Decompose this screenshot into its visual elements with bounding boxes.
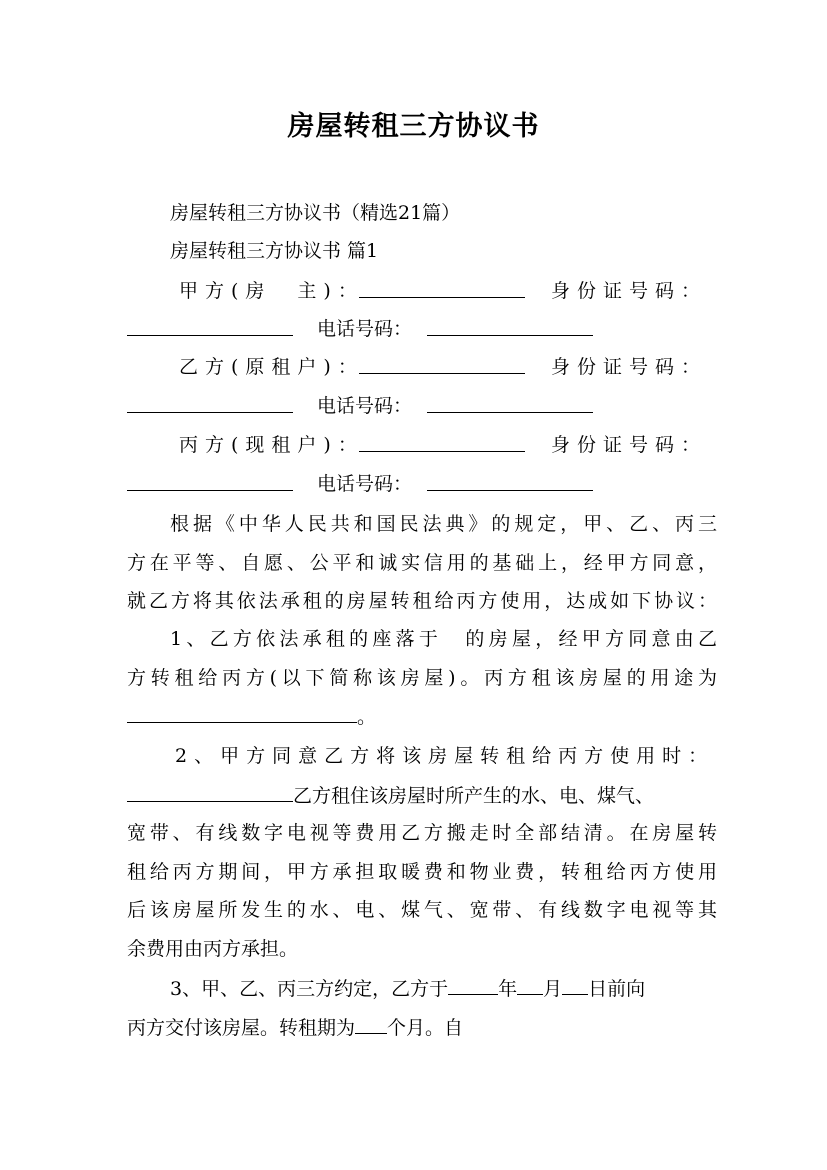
clause-3-year: 年 — [498, 978, 518, 1000]
clause-3-text-c: 个月。自 — [387, 1017, 464, 1039]
clause-2-line-2-text: 乙方租住该房屋时所产生的水、电、煤气、 — [293, 785, 655, 807]
preamble-line-1: 根据《中华人民共和国民法典》的规定，甲、乙、丙三 — [170, 513, 717, 535]
clause-2-line-5: 后该房屋所发生的水、电、煤气、宽带、有线数字电视等其 — [127, 899, 717, 921]
party-c-label: 丙方(现租户)： — [179, 434, 364, 456]
clause-3-line-2 — [127, 1015, 717, 1040]
party-b-name-blank[interactable] — [359, 355, 525, 374]
clause-1-line-1: 1、乙方依法承租的座落于 的房屋，经甲方同意由乙 — [170, 628, 717, 650]
clause-1-line-2: 方转租给丙方(以下简称该房屋)。丙方租该房屋的用途为 — [127, 667, 717, 689]
clause-2-line-1: 2、甲方同意乙方将该房屋转租给丙方使用时： — [175, 745, 715, 767]
clause-3-day: 日前向 — [588, 978, 646, 1000]
clause-3-text-a: 3、甲、乙、丙三方约定，乙方于 — [170, 978, 449, 1000]
party-b-phone-blank[interactable] — [427, 394, 593, 413]
preamble-line-3: 就乙方将其依法承租的房屋转租给丙方使用，达成如下协议： — [127, 590, 717, 612]
party-b-phone-label: 电话号码： — [317, 395, 413, 417]
party-c-id-label: 身份证号码： — [551, 434, 708, 456]
preamble-line-2: 方在平等、自愿、公平和诚实信用的基础上，经甲方同意， — [127, 552, 717, 574]
party-c-name-blank[interactable] — [359, 433, 525, 452]
clause-1-line-3 — [127, 704, 717, 729]
party-c-phone-blank[interactable] — [427, 472, 593, 491]
clause-2-line-2 — [127, 783, 717, 808]
day-blank[interactable] — [562, 976, 588, 995]
clause-3-text-b: 丙方交付该房屋。转租期为 — [127, 1017, 356, 1039]
clause-2-line-4: 租给丙方期间，甲方承担取暖费和物业费，转租给丙方使用 — [127, 861, 717, 883]
party-a-label: 甲方(房 主)： — [179, 280, 364, 302]
party-a-phone-label: 电话号码： — [317, 318, 413, 340]
party-a-phone-blank[interactable] — [427, 317, 593, 336]
transfer-date-blank[interactable] — [127, 783, 293, 802]
party-a-id-blank[interactable] — [127, 317, 293, 336]
party-a-id-label: 身份证号码： — [551, 280, 708, 302]
document-subtitle: 房屋转租三方协议书（精选21篇） — [170, 202, 461, 224]
party-a-name-blank[interactable] — [359, 279, 525, 298]
party-c-id-blank[interactable] — [127, 472, 293, 491]
document-title: 房屋转租三方协议书 — [287, 111, 540, 142]
clause-2-line-6: 余费用由丙方承担。 — [127, 938, 299, 960]
term-months-blank[interactable] — [355, 1015, 387, 1034]
section-heading: 房屋转租三方协议书 篇1 — [170, 240, 379, 262]
party-b-id-blank[interactable] — [127, 394, 293, 413]
month-blank[interactable] — [517, 976, 543, 995]
clause-3-line-1 — [170, 976, 717, 1001]
clause-3-month: 月 — [543, 978, 563, 1000]
party-b-id-label: 身份证号码： — [551, 356, 708, 378]
year-blank[interactable] — [448, 976, 498, 995]
clause-1-period: 。 — [357, 706, 377, 728]
party-b-label: 乙方(原租户)： — [179, 356, 364, 378]
party-c-phone-label: 电话号码： — [317, 473, 413, 495]
clause-2-line-3: 宽带、有线数字电视等费用乙方搬走时全部结清。在房屋转 — [127, 822, 717, 844]
usage-blank[interactable] — [127, 704, 357, 723]
